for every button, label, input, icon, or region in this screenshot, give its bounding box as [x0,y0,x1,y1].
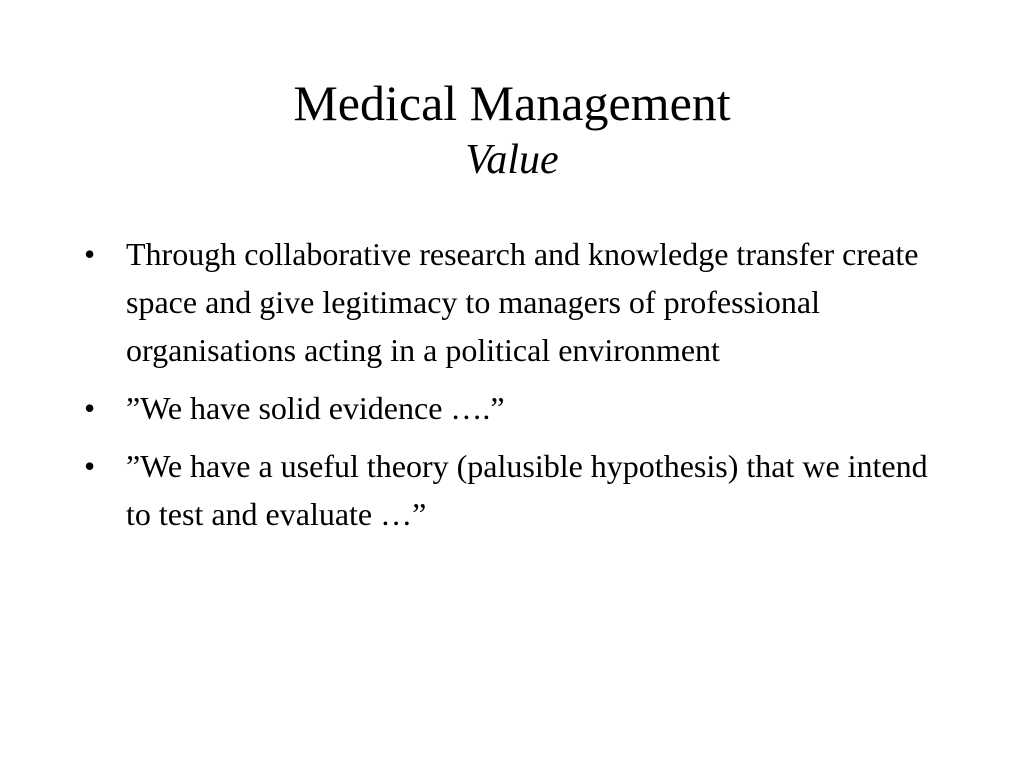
bullet-icon: • [84,236,96,272]
title-block [0,72,1024,186]
bullet-text: ”We have solid evidence ….” [126,390,505,426]
bullet-list [84,230,954,548]
bullet-text: ”We have a useful theory (palusible hypothesis) that we intend to test and evaluate …” [126,448,928,532]
bullet-item [84,384,954,432]
bullet-icon: • [84,390,96,426]
slide-title: Medical Management [293,75,731,131]
slide-subtitle: Value [465,137,559,183]
bullet-item [84,442,954,538]
bullet-icon: • [84,448,96,484]
bullet-text: Through collaborative research and knowledge transfer create space and give legitimacy to managers of professional organisations acting in a political environment [126,236,919,368]
bullet-item [84,230,954,374]
